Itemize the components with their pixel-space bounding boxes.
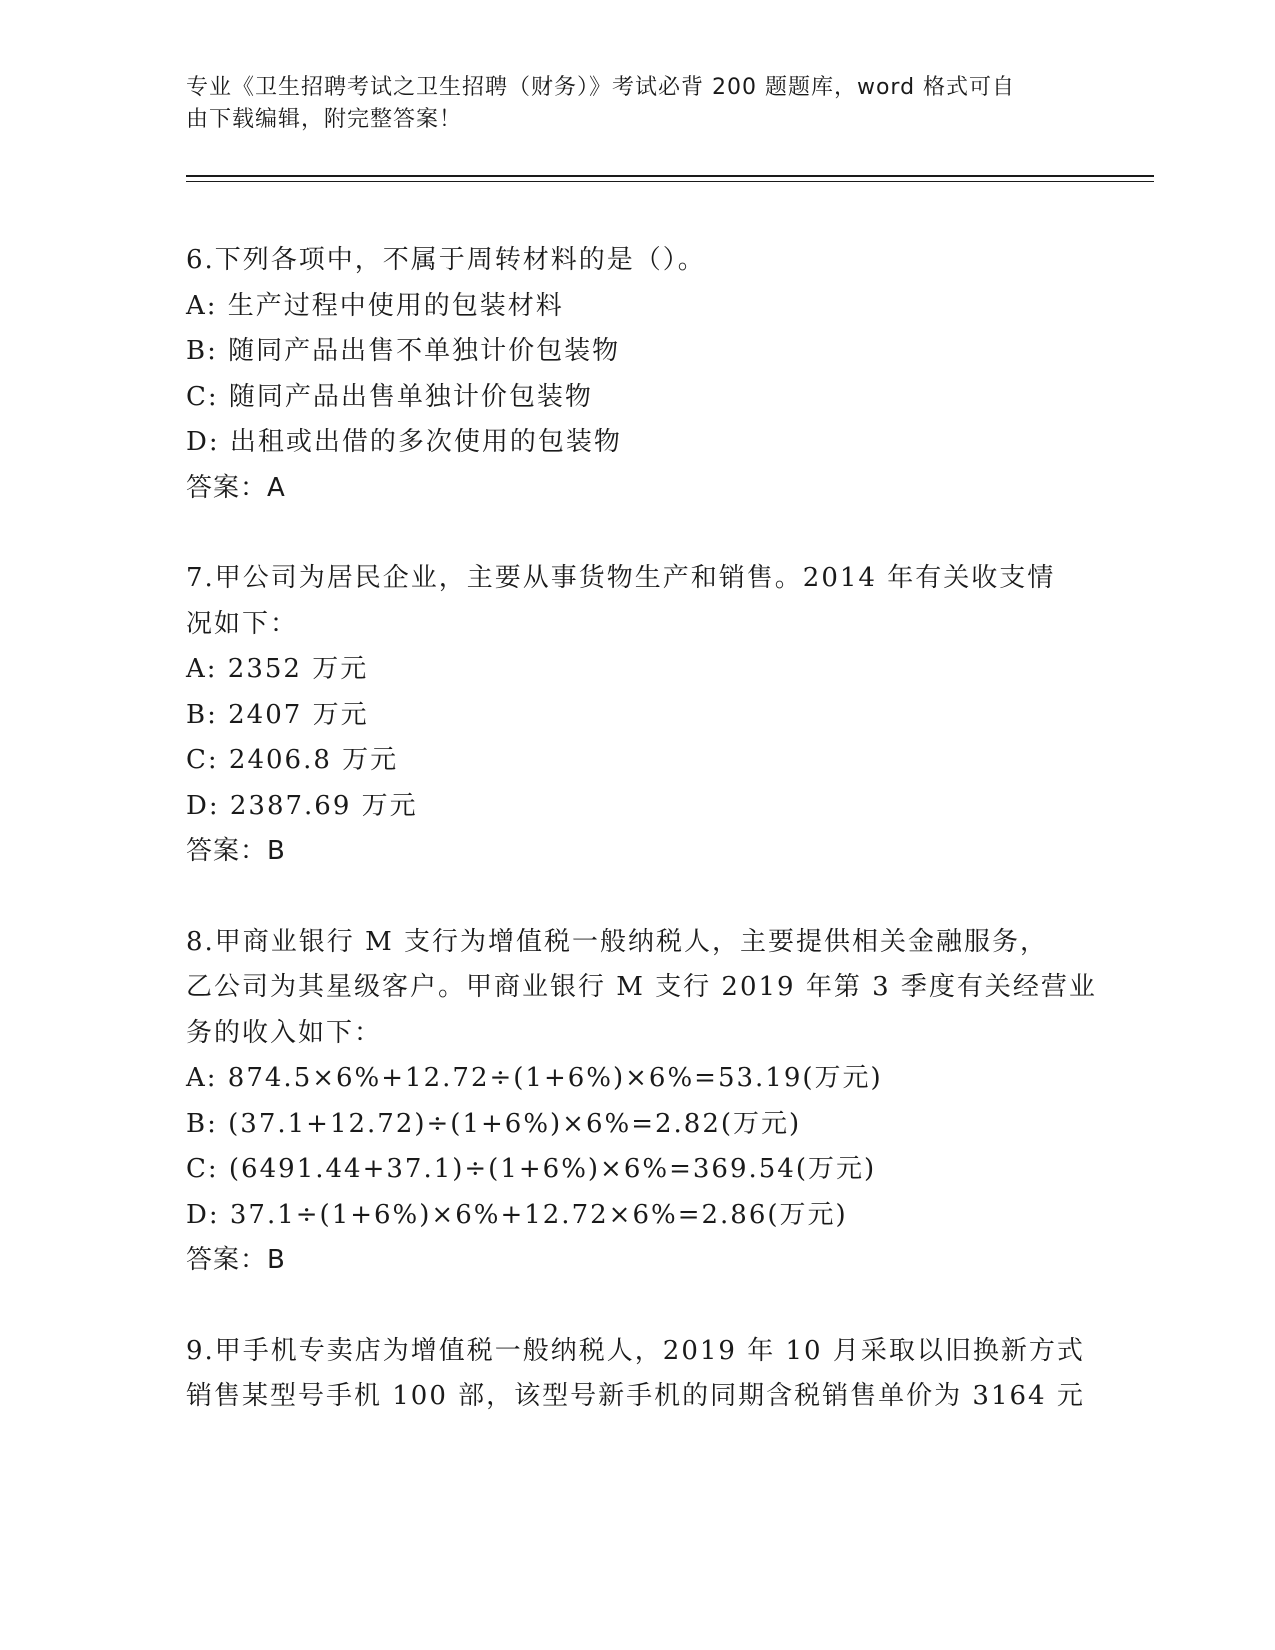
question-8-stem-line-3: 务的收入如下： (186, 1017, 383, 1048)
question-9-stem-line-1: 9.甲手机专卖店为增值税一般纳税人，2019 年 10 月采取以旧换新方式 (186, 1335, 1085, 1366)
question-8-answer: 答案：B (186, 1245, 286, 1275)
question-7-option-d: D: 2387.69 万元 (186, 790, 418, 821)
header-divider-thick (186, 175, 1154, 177)
question-9-stem-line-2: 销售某型号手机 100 部，该型号新手机的同期含税销售单价为 3164 元 (186, 1381, 1085, 1411)
question-8-option-d: D: 37.1÷(1+6%)×6%+12.72×6%=2.86(万元) (186, 1199, 848, 1230)
question-8 (186, 920, 1097, 1284)
question-7-option-b: B: 2407 万元 (186, 699, 369, 730)
question-8-option-a: A: 874.5×6%+12.72÷(1+6%)×6%=53.19(万元) (186, 1063, 883, 1093)
question-6 (186, 238, 1086, 511)
question-8-stem-line-1: 8.甲商业银行 M 支行为增值税一般纳税人，主要提供相关金融服务， (186, 926, 1048, 957)
question-6-option-c: C: 随同产品出售单独计价包装物 (186, 381, 593, 412)
question-7 (186, 556, 1086, 875)
question-7-stem-line-2: 况如下： (186, 608, 299, 639)
question-9 (186, 1329, 1086, 1420)
question-list (186, 238, 1097, 1465)
question-8-stem-line-2: 乙公司为其星级客户。甲商业银行 M 支行 2019 年第 3 季度有关经营业 (186, 972, 1097, 1002)
question-8-option-b: B: (37.1+12.72)÷(1+6%)×6%=2.82(万元) (186, 1108, 802, 1139)
header-line-2: 由下载编辑，附完整答案！ (186, 107, 463, 132)
question-6-answer: 答案：A (186, 472, 286, 503)
document-header (186, 72, 1066, 136)
question-6-stem: 6.下列各项中，不属于周转材料的是（）。 (186, 245, 706, 275)
header-line-1: 专业《卫生招聘考试之卫生招聘（财务）》考试必背 200 题题库，word 格式可自 (186, 75, 1016, 100)
question-6-option-b: B: 随同产品出售不单独计价包装物 (186, 336, 621, 366)
question-7-option-a: A: 2352 万元 (186, 654, 369, 684)
question-7-answer: 答案：B (186, 836, 286, 866)
question-8-option-c: C: (6491.44+37.1)÷(1+6%)×6%=369.54(万元) (186, 1154, 877, 1184)
header-divider-thin (186, 181, 1154, 182)
question-7-option-c: C: 2406.8 万元 (186, 745, 399, 775)
question-6-option-d: D: 出租或出借的多次使用的包装物 (186, 427, 622, 457)
question-7-stem-line-1: 7.甲公司为居民企业，主要从事货物生产和销售。2014 年有关收支情 (186, 563, 1056, 593)
question-6-option-a: A: 生产过程中使用的包装材料 (186, 290, 564, 321)
